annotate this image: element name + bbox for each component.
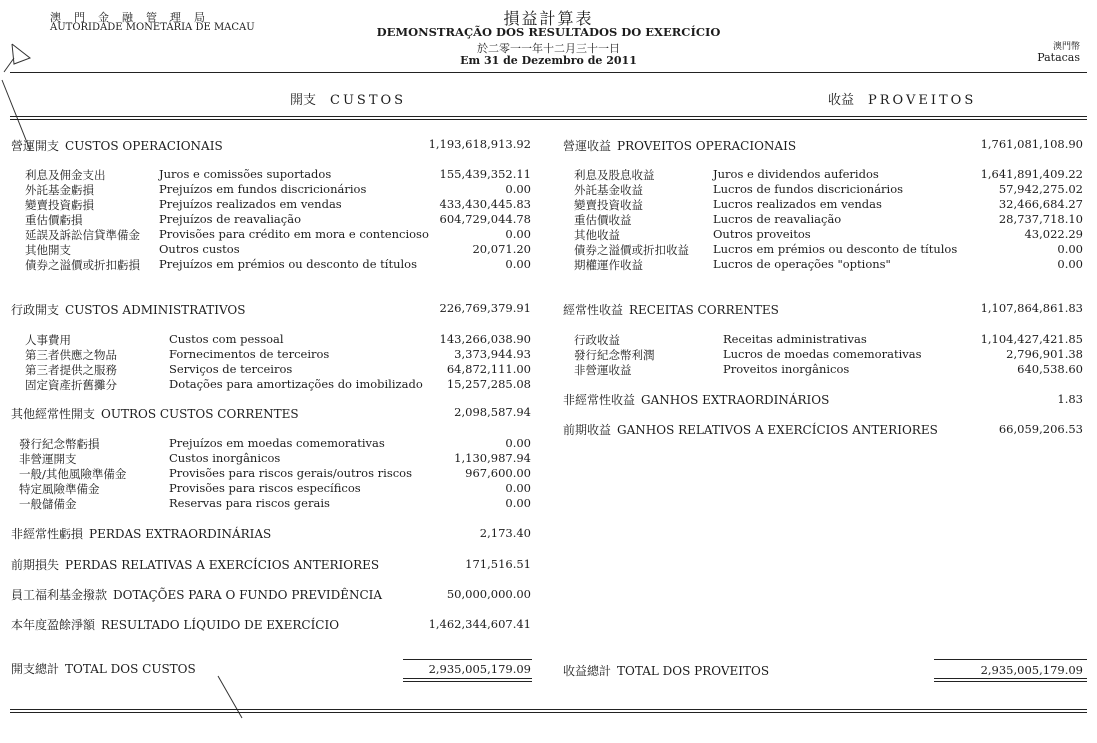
costs-operational-total: 1,193,618,913.92 <box>428 137 531 151</box>
line-item-cn: 外託基金虧損 <box>25 183 94 197</box>
line-item-cn: 其他收益 <box>574 228 620 242</box>
costs-prior-years-heading <box>11 556 379 573</box>
line-item-cn: 債券之溢價或折扣收益 <box>574 243 689 257</box>
line-item-amount: 0.00 <box>505 436 531 450</box>
section-pt: GANHOS RELATIVOS A EXERCÍCIOS ANTERIORES <box>617 423 938 437</box>
income-operational-total: 1,761,081,108.90 <box>980 137 1083 151</box>
income-prior-years-total: 66,059,206.53 <box>998 422 1083 436</box>
costs-pension-fund-heading <box>11 586 382 603</box>
costs-heading-cn: 開支 <box>290 93 317 108</box>
line-item-pt: Provisões para crédito em mora e contencioso <box>159 227 429 241</box>
section-cn: 員工福利基金撥款 <box>11 588 108 602</box>
line-item-cn: 人事費用 <box>25 333 71 347</box>
section-pt: CUSTOS OPERACIONAIS <box>65 139 223 153</box>
title-chinese: 損益計算表 <box>503 9 594 28</box>
column-rule-bottom <box>10 119 1087 120</box>
section-pt: CUSTOS ADMINISTRATIVOS <box>65 303 246 317</box>
section-cn: 行政開支 <box>11 303 60 317</box>
costs-total-double-rule-1 <box>403 678 532 679</box>
costs-net-result-heading <box>11 616 339 633</box>
header-rule <box>10 72 1087 73</box>
line-item-amount: 0.00 <box>1057 242 1083 256</box>
line-item-amount: 20,071.20 <box>472 242 531 256</box>
costs-heading-pt: CUSTOS <box>330 93 407 108</box>
line-item-cn: 變賣投資收益 <box>574 198 643 212</box>
line-item-amount: 57,942,275.02 <box>998 182 1083 196</box>
line-item-amount: 0.00 <box>505 182 531 196</box>
line-item-amount: 64,872,111.00 <box>446 362 531 376</box>
line-item-pt: Outros custos <box>159 242 240 256</box>
title-portuguese: DEMONSTRAÇÃO DOS RESULTADOS DO EXERCÍCIO <box>376 25 721 39</box>
line-item-amount: 43,022.29 <box>1024 227 1083 241</box>
section-pt: RECEITAS CORRENTES <box>629 303 779 317</box>
currency-chinese: 澳門幣 <box>1052 42 1080 52</box>
income-total-rule <box>934 659 1087 660</box>
line-item-amount: 155,439,352.11 <box>439 167 531 181</box>
line-item-pt: Prejuízos em prémios ou desconto de títulos <box>159 257 418 271</box>
line-item-pt: Serviços de terceiros <box>169 362 293 376</box>
section-pt: TOTAL DOS PROVEITOS <box>617 664 770 678</box>
line-item-pt: Fornecimentos de terceiros <box>169 347 330 361</box>
section-cn: 開支總計 <box>11 662 60 676</box>
line-item-pt: Provisões para riscos gerais/outros riscos <box>169 466 412 480</box>
line-item-amount: 0.00 <box>1057 257 1083 271</box>
line-item-amount: 640,538.60 <box>1017 362 1083 376</box>
costs-grand-total-amount: 2,935,005,179.09 <box>428 662 531 676</box>
org-name-chinese: 澳門金融管理局 <box>50 11 218 24</box>
section-cn: 非經常性虧損 <box>11 527 84 541</box>
line-item-pt: Provisões para riscos específicos <box>169 481 361 495</box>
column-rule-top <box>10 116 1087 117</box>
section-cn: 本年度盈餘淨額 <box>11 618 96 632</box>
line-item-pt: Juros e comissões suportados <box>159 167 332 181</box>
line-item-pt: Outros proveitos <box>713 227 811 241</box>
line-item-pt: Proveitos inorgânicos <box>723 362 850 376</box>
costs-extraordinary-heading <box>11 525 271 542</box>
line-item-pt: Prejuízos em moedas comemorativas <box>169 436 385 450</box>
line-item-amount: 2,796,901.38 <box>1006 347 1083 361</box>
line-item-cn: 變賣投資虧損 <box>25 198 94 212</box>
section-cn: 營運收益 <box>563 139 612 153</box>
line-item-cn: 期權運作收益 <box>574 258 643 272</box>
line-item-amount: 0.00 <box>505 496 531 510</box>
line-item-cn: 固定資產折舊攤分 <box>25 378 117 392</box>
income-prior-years-heading <box>563 421 938 438</box>
costs-prior-years-total: 171,516.51 <box>465 557 531 571</box>
line-item-cn: 特定風險準備金 <box>19 482 100 496</box>
costs-net-result-total: 1,462,344,607.41 <box>428 617 531 631</box>
section-pt: PERDAS EXTRAORDINÁRIAS <box>89 527 272 541</box>
section-pt: TOTAL DOS CUSTOS <box>65 662 196 676</box>
line-item-pt: Lucros realizados em vendas <box>713 197 882 211</box>
line-item-cn: 債券之溢價或折扣虧損 <box>25 258 140 272</box>
line-item-amount: 0.00 <box>505 481 531 495</box>
line-item-cn: 第三者供應之物品 <box>25 348 117 362</box>
line-item-cn: 一般/其他風險準備金 <box>19 467 127 481</box>
line-item-amount: 3,373,944.93 <box>454 347 531 361</box>
costs-other-current-heading <box>11 405 299 422</box>
footer-rule-bottom <box>10 712 1087 713</box>
line-item-pt: Lucros em prémios ou desconto de títulos <box>713 242 958 256</box>
line-item-cn: 第三者提供之服務 <box>25 363 117 377</box>
income-operational-heading <box>563 137 796 154</box>
costs-pension-fund-total: 50,000,000.00 <box>446 587 531 601</box>
line-item-amount: 15,257,285.08 <box>446 377 531 391</box>
section-pt: OUTROS CUSTOS CORRENTES <box>101 407 299 421</box>
line-item-pt: Custos inorgânicos <box>169 451 281 465</box>
income-current-heading <box>563 301 779 318</box>
section-cn: 收益總計 <box>563 664 612 678</box>
line-item-cn: 其他開支 <box>25 243 71 257</box>
costs-total-rule <box>403 659 532 660</box>
line-item-amount: 0.00 <box>505 257 531 271</box>
costs-column-heading <box>290 89 406 108</box>
costs-extraordinary-total: 2,173.40 <box>479 526 531 540</box>
costs-operational-heading <box>11 137 223 154</box>
income-current-total: 1,107,864,861.83 <box>980 301 1083 315</box>
income-grand-total-amount: 2,935,005,179.09 <box>980 663 1083 677</box>
org-name-portuguese: AUTORIDADE MONETÁRIA DE MACAU <box>50 22 255 33</box>
line-item-pt: Receitas administrativas <box>723 332 867 346</box>
line-item-pt: Prejuízos de reavaliação <box>159 212 301 226</box>
line-item-amount: 604,729,044.78 <box>439 212 531 226</box>
line-item-amount: 1,641,891,409.22 <box>980 167 1083 181</box>
line-item-amount: 143,266,038.90 <box>439 332 531 346</box>
section-cn: 營運開支 <box>11 139 60 153</box>
line-item-pt: Lucros de operações "options" <box>713 257 891 271</box>
income-extraordinary-heading <box>563 391 829 408</box>
line-item-cn: 行政收益 <box>574 333 620 347</box>
section-pt: GANHOS EXTRAORDINÁRIOS <box>641 393 830 407</box>
line-item-amount: 1,130,987.94 <box>454 451 531 465</box>
line-item-pt: Juros e dividendos auferidos <box>713 167 879 181</box>
line-item-cn: 發行紀念幣利潤 <box>574 348 655 362</box>
section-cn: 前期損失 <box>11 558 60 572</box>
line-item-amount: 1,104,427,421.85 <box>980 332 1083 346</box>
line-item-cn: 重估價虧損 <box>25 213 83 227</box>
footer-rule-top <box>10 709 1087 710</box>
income-heading-cn: 收益 <box>828 93 855 108</box>
line-item-cn: 非營運收益 <box>574 363 632 377</box>
section-cn: 其他經常性開支 <box>11 407 96 421</box>
line-item-pt: Lucros de moedas comemorativas <box>723 347 922 361</box>
income-column-heading <box>828 89 976 108</box>
section-pt: PROVEITOS OPERACIONAIS <box>617 139 797 153</box>
line-item-cn: 利息及佣金支出 <box>25 168 106 182</box>
line-item-pt: Custos com pessoal <box>169 332 284 346</box>
section-cn: 經常性收益 <box>563 303 624 317</box>
income-total-double-rule-2 <box>934 681 1087 682</box>
line-item-cn: 非營運開支 <box>19 452 77 466</box>
costs-other-current-total: 2,098,587.94 <box>454 405 531 419</box>
date-chinese: 於二零一一年十二月三十一日 <box>477 42 620 55</box>
income-grand-total-heading <box>563 662 769 679</box>
line-item-amount: 32,466,684.27 <box>998 197 1083 211</box>
line-item-pt: Lucros de reavaliação <box>713 212 842 226</box>
line-item-cn: 重估價收益 <box>574 213 632 227</box>
line-item-cn: 利息及股息收益 <box>574 168 655 182</box>
section-pt: DOTAÇÕES PARA O FUNDO PREVIDÊNCIA <box>113 588 383 602</box>
income-extraordinary-total: 1.83 <box>1057 392 1083 406</box>
income-total-double-rule-1 <box>934 678 1087 679</box>
date-portuguese: Em 31 de Dezembro de 2011 <box>460 54 637 67</box>
income-heading-pt: PROVEITOS <box>868 93 977 108</box>
line-item-pt: Reservas para riscos gerais <box>169 496 330 510</box>
section-pt: RESULTADO LÍQUIDO DE EXERCÍCIO <box>101 618 340 632</box>
currency-portuguese: Patacas <box>1037 51 1080 64</box>
line-item-pt: Prejuízos em fundos discricionários <box>159 182 367 196</box>
section-cn: 前期收益 <box>563 423 612 437</box>
line-item-amount: 0.00 <box>505 227 531 241</box>
line-item-pt: Lucros de fundos discricionários <box>713 182 904 196</box>
line-item-amount: 28,737,718.10 <box>998 212 1083 226</box>
line-item-amount: 433,430,445.83 <box>439 197 531 211</box>
line-item-cn: 一般儲備金 <box>19 497 77 511</box>
costs-grand-total-heading <box>11 660 196 677</box>
line-item-pt: Dotações para amortizações do imobilizado <box>169 377 423 391</box>
costs-total-double-rule-2 <box>403 681 532 682</box>
line-item-cn: 外託基金收益 <box>574 183 643 197</box>
line-item-amount: 967,600.00 <box>465 466 531 480</box>
line-item-pt: Prejuízos realizados em vendas <box>159 197 342 211</box>
line-item-cn: 延誤及訴訟信貸準備金 <box>25 228 140 242</box>
line-item-cn: 發行紀念幣虧損 <box>19 437 100 451</box>
section-pt: PERDAS RELATIVAS A EXERCÍCIOS ANTERIORES <box>65 558 380 572</box>
section-cn: 非經常性收益 <box>563 393 636 407</box>
costs-administrative-heading <box>11 301 246 318</box>
costs-administrative-total: 226,769,379.91 <box>439 301 531 315</box>
